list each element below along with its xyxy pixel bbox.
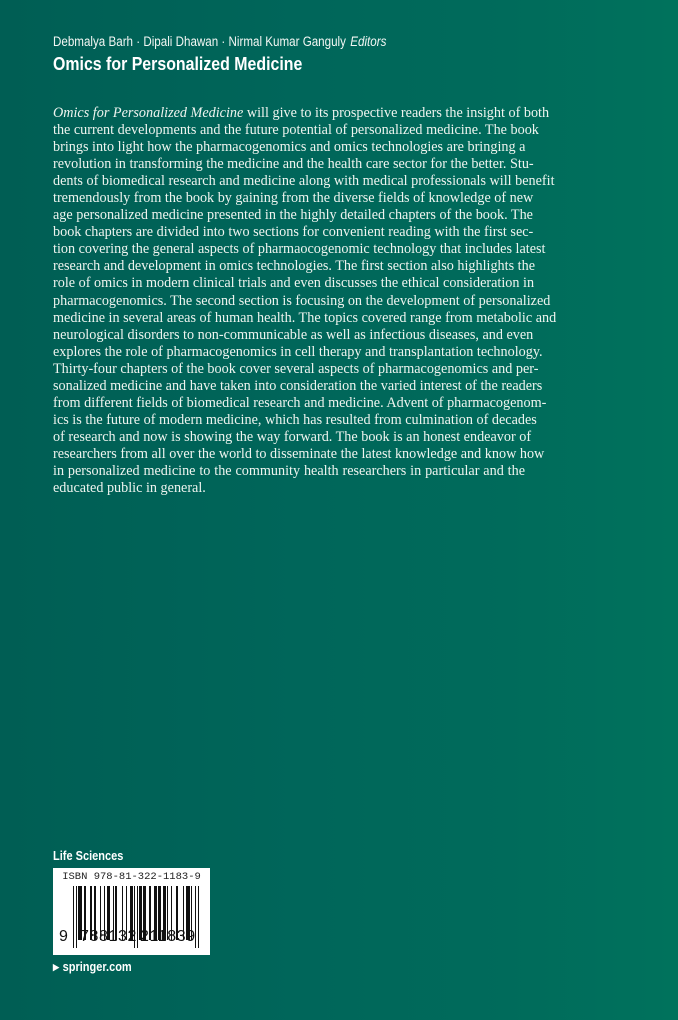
triangle-right-icon: ▶ bbox=[53, 962, 60, 972]
description-line: medicine in several areas of human health. The topics covered range from metabolic and bbox=[53, 309, 557, 326]
subject-category: Life Sciences bbox=[53, 849, 124, 863]
description-line: of research and now is showing the way forward. The book is an honest endeavor of bbox=[53, 428, 532, 445]
barcode-digits bbox=[53, 928, 210, 948]
description-line: tion covering the general aspects of pharmaocogenomic technology that includes latest bbox=[53, 241, 546, 258]
authors-line bbox=[53, 34, 386, 49]
description-line: revolution in transforming the medicine and the health care sector for the better. Stu- bbox=[53, 156, 534, 173]
book-title: Omics for Personalized Medicine bbox=[53, 53, 303, 74]
barcode-left-digits: 788132 bbox=[80, 928, 137, 945]
description-line: researchers from all over the world to disseminate the latest knowledge and know how bbox=[53, 445, 545, 462]
description-line: brings into light how the pharmacogenomics and omics technologies are bringing a bbox=[53, 139, 526, 156]
description-line: educated public in general. bbox=[53, 480, 206, 497]
description-line: Thirty-four chapters of the book cover several aspects of pharmacogenomics and per- bbox=[53, 360, 539, 377]
publisher-website: springer.com bbox=[62, 960, 132, 974]
book-description bbox=[53, 105, 557, 497]
description-line: neurological disorders to non-communicable as well as infectious diseases, and even bbox=[53, 326, 534, 343]
description-line: explores the role of pharmacogenomics in cell therapy and transplantation technology. bbox=[53, 343, 543, 360]
description-line: Omics for Personalized Medicine will give to its prospective readers the insight of both bbox=[53, 105, 550, 121]
description-line: in personalized medicine to the community health researchers in particular and the bbox=[53, 462, 525, 479]
description-line: role of omics in modern clinical trials and even discusses the ethical consideration in bbox=[53, 275, 535, 292]
description-line: tremendously from the book by gaining from the diverse fields of knowledge of new bbox=[53, 190, 534, 207]
description-line: ics is the future of modern medicine, which has resulted from culmination of decades bbox=[53, 411, 537, 428]
isbn-label: ISBN 978-81-322-1183-9 bbox=[62, 871, 201, 883]
description-line: research and development in omics technologies. The first section also highlights the bbox=[53, 258, 535, 275]
description-line: age personalized medicine presented in the highly detailed chapters of the book. The bbox=[53, 207, 533, 224]
authors-names: Debmalya Barh · Dipali Dhawan · Nirmal Kumar Ganguly bbox=[53, 34, 346, 49]
description-line: pharmacogenomics. The second section is focusing on the development of personalized bbox=[53, 292, 551, 309]
barcode-first-digit: 9 bbox=[59, 928, 69, 945]
book-title-italic: Omics for Personalized Medicine bbox=[53, 105, 244, 121]
barcode-right-digits: 211839 bbox=[140, 928, 196, 945]
description-line: the current developments and the future potential of personalized medicine. The book bbox=[53, 122, 539, 139]
publisher-link[interactable] bbox=[53, 960, 132, 974]
isbn-barcode bbox=[53, 868, 210, 955]
description-line: book chapters are divided into two sections for convenient reading with the first sec- bbox=[53, 224, 534, 241]
description-line: dents of biomedical research and medicine along with medical professionals will benefit bbox=[53, 173, 555, 190]
description-line: sonalized medicine and have taken into consideration the varied interest of the readers bbox=[53, 377, 543, 394]
authors-role: Editors bbox=[350, 34, 387, 49]
description-line: from different fields of biomedical research and medicine. Advent of pharmacogenom- bbox=[53, 394, 547, 411]
